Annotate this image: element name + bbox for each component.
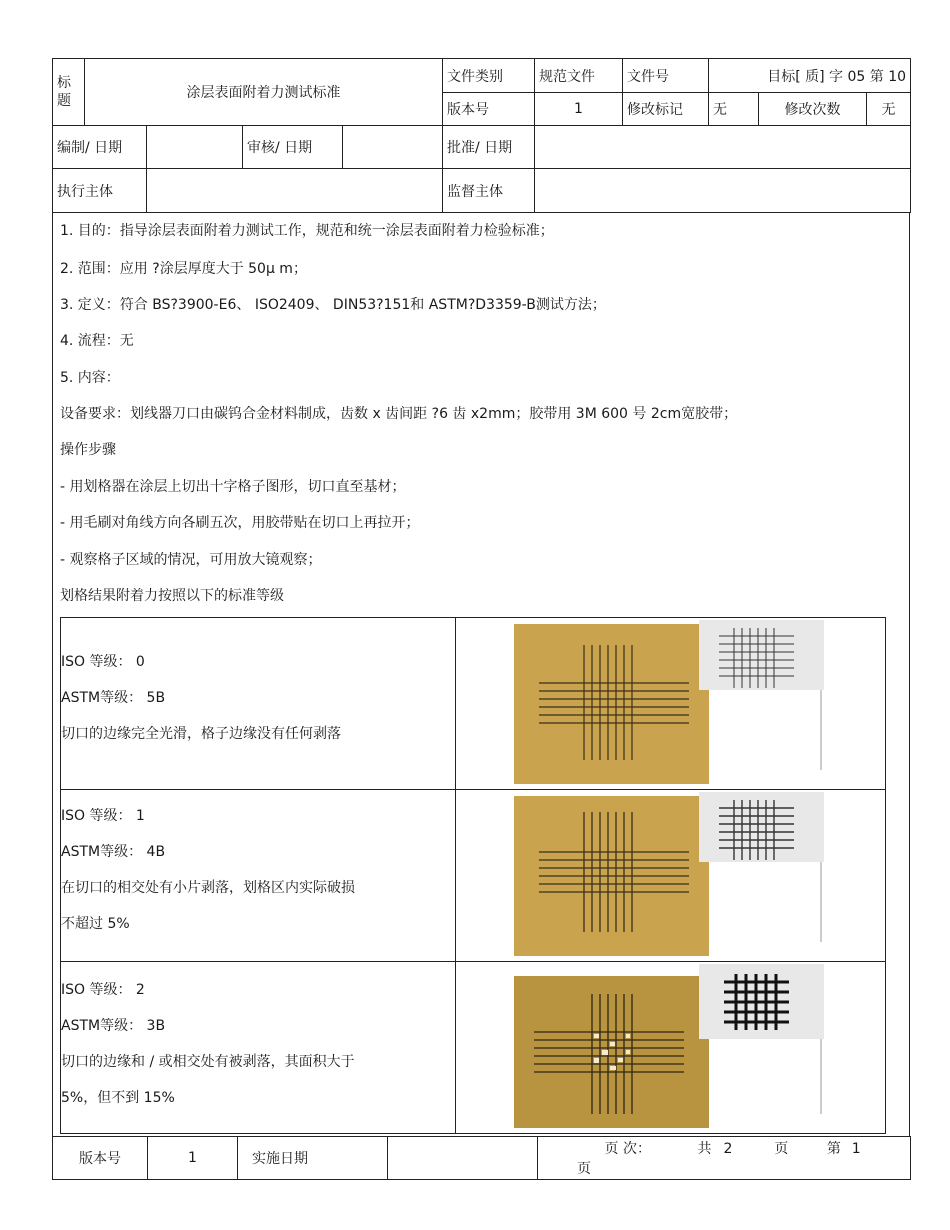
grade-description: 切口的边缘完全光滑，格子边缘没有任何剥落 [61, 726, 341, 742]
executor-value [147, 169, 443, 213]
supervisor-value [535, 169, 911, 213]
executor-label: 执行主体 [53, 169, 147, 213]
prepared-value [147, 126, 243, 169]
content-line: 5. 内容： [60, 370, 120, 386]
doc-no-value: 目标[ 质] 字 05 第 10 [709, 59, 911, 93]
grade-description: 在切口的相交处有小片剥落，划格区内实际破损 [61, 880, 355, 896]
steps-heading: 操作步骤 [60, 442, 116, 458]
grade-text [61, 790, 456, 962]
version-label: 版本号 [443, 93, 535, 126]
astm-grade: ASTM等级： 4B [61, 844, 166, 860]
document-header-table [52, 58, 911, 213]
step-3: - 观察格子区域的情况，可用放大镜观察； [60, 552, 322, 568]
definition-line: 3. 定义：符合 BS?3900-E6、 ISO2409、 DIN53?151和 ASTM?D3359-B测试方法； [60, 297, 606, 313]
page-info [538, 1137, 911, 1180]
crosscut-sample-image-grade-1 [514, 792, 824, 960]
current-page: 1 [851, 1141, 861, 1157]
step-2: - 用毛刷对角线方向各刷五次，用胶带贴在切口上再拉开； [60, 515, 420, 531]
purpose-line: 1. 目的：指导涂层表面附着力测试工作，规范和统一涂层表面附着力检验标准； [60, 223, 554, 239]
current-prefix: 第 [826, 1141, 841, 1157]
crosscut-sample-image-grade-2 [514, 964, 824, 1132]
grade-row [61, 962, 886, 1134]
total-prefix: 共 [697, 1141, 712, 1157]
sample-image-cell [456, 618, 886, 790]
grade-description: 切口的边缘和 / 或相交处有被剥落，其面积大于 [61, 1054, 355, 1070]
grade-description-cont: 5%，但不到 15% [61, 1090, 175, 1106]
iso-grade: ISO 等级： 1 [61, 808, 145, 824]
effective-date-label: 实施日期 [238, 1137, 388, 1180]
page-unit-2: 页 [577, 1161, 591, 1177]
supervisor-label: 监督主体 [443, 169, 535, 213]
prepared-label: 编制/ 日期 [53, 126, 147, 169]
crosscut-sample-image-grade-0 [514, 620, 824, 788]
iso-grade: ISO 等级： 0 [61, 654, 145, 670]
document-footer-table [52, 1136, 911, 1180]
revision-count-label: 修改次数 [759, 93, 867, 126]
approved-value [535, 126, 911, 169]
iso-grade: ISO 等级： 2 [61, 982, 145, 998]
grade-row [61, 790, 886, 962]
sample-image-cell [456, 962, 886, 1134]
grade-text [61, 962, 456, 1134]
astm-grade: ASTM等级： 3B [61, 1018, 166, 1034]
title-label: 标 题 [53, 59, 85, 126]
grade-description-cont: 不超过 5% [61, 916, 130, 932]
page-unit: 页 [774, 1141, 789, 1157]
reviewed-value [343, 126, 443, 169]
sample-image-cell [456, 790, 886, 962]
effective-date-value [388, 1137, 538, 1180]
grade-text [61, 618, 456, 790]
footer-version-value: 1 [148, 1137, 238, 1180]
footer-version-label: 版本号 [53, 1137, 148, 1180]
grade-table [60, 617, 886, 1134]
doc-category-label: 文件类别 [443, 59, 535, 93]
doc-category-value: 规范文件 [535, 59, 623, 93]
total-pages: 2 [723, 1141, 733, 1157]
process-line: 4. 流程：无 [60, 333, 134, 349]
grade-intro: 划格结果附着力按照以下的标准等级 [60, 588, 284, 604]
astm-grade: ASTM等级： 5B [61, 690, 166, 706]
equipment-line: 设备要求：划线器刀口由碳钨合金材料制成，齿数 x 齿间距 ?6 齿 x2mm；胶带用 3M 600 号 2cm宽胶带； [60, 406, 738, 422]
grade-row [61, 618, 886, 790]
scope-line: 2. 范围：应用 ?涂层厚度大于 50μ m； [60, 261, 307, 277]
reviewed-label: 审核/ 日期 [243, 126, 343, 169]
version-value: 1 [535, 93, 623, 126]
doc-no-label: 文件号 [623, 59, 709, 93]
document-title: 涂层表面附着力测试标准 [85, 59, 443, 126]
step-1: - 用划格器在涂层上切出十字格子图形，切口直至基材； [60, 479, 406, 495]
revision-mark-value: 无 [709, 93, 759, 126]
revision-count-value: 无 [867, 93, 911, 126]
page-label: 页 次： [604, 1141, 651, 1157]
approved-label: 批准/ 日期 [443, 126, 535, 169]
revision-mark-label: 修改标记 [623, 93, 709, 126]
